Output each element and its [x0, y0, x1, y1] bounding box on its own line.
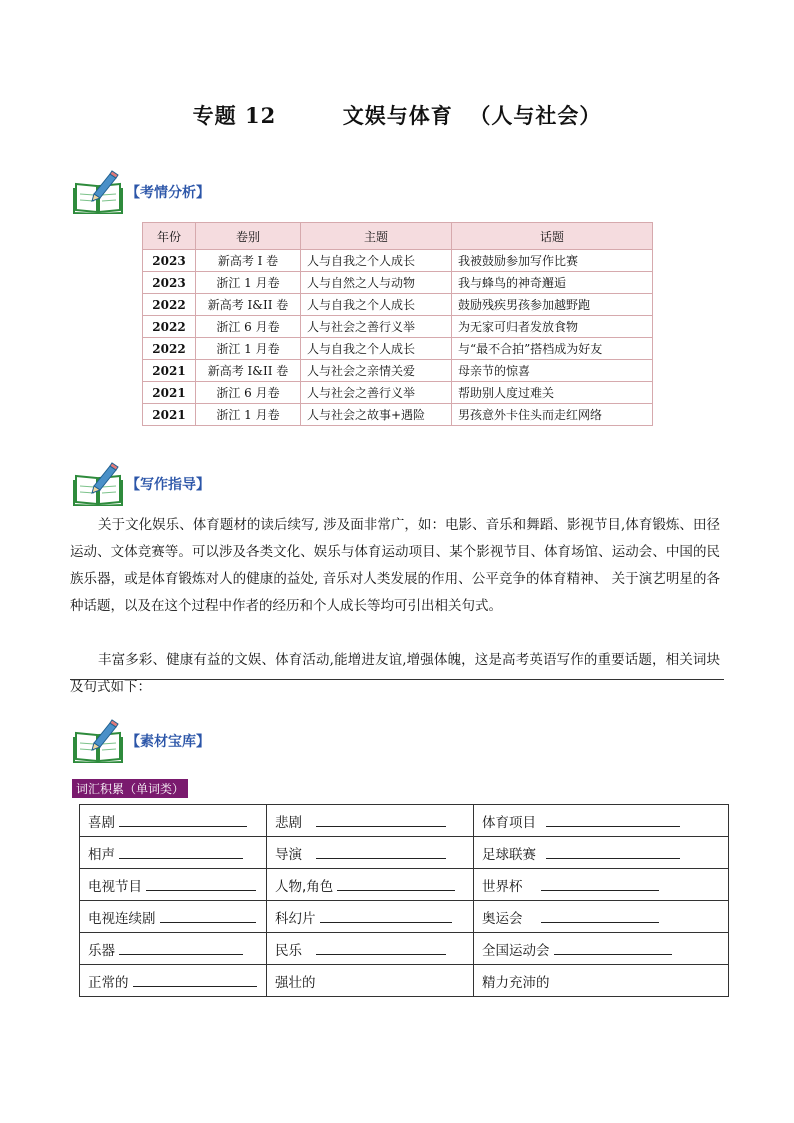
header-year: 年份 — [143, 223, 196, 250]
table-row — [143, 316, 653, 338]
table-row — [143, 250, 653, 272]
table-row — [143, 404, 653, 426]
section-heading-guide — [72, 462, 372, 506]
table-row — [80, 901, 729, 933]
table-row — [143, 338, 653, 360]
vocab-cell — [474, 805, 729, 837]
answer-blank[interactable] — [316, 942, 446, 955]
vocab-table — [79, 804, 729, 997]
header-topic: 话题 — [452, 223, 653, 250]
vocab-cell — [267, 869, 474, 901]
cell-topic: 我被鼓励参加写作比赛 — [452, 250, 653, 272]
vocab-term: 精力充沛的 — [482, 974, 550, 991]
vocab-term: 相声 — [88, 846, 115, 863]
cell-paper: 新高考 I&II 卷 — [196, 294, 301, 316]
answer-blank[interactable] — [320, 910, 452, 923]
vocab-category-tag: 词汇积累（单词类） — [72, 779, 188, 798]
cell-theme: 人与社会之善行义举 — [301, 316, 452, 338]
cell-year: 2023 — [143, 272, 196, 294]
header-theme: 主题 — [301, 223, 452, 250]
answer-blank[interactable] — [554, 942, 672, 955]
exam-analysis-table — [142, 222, 653, 426]
book-pencil-icon — [72, 462, 124, 506]
table-row — [80, 933, 729, 965]
vocab-cell — [80, 933, 267, 965]
answer-blank[interactable] — [119, 846, 243, 859]
table-row — [143, 294, 653, 316]
vocab-cell — [80, 837, 267, 869]
vocab-cell — [80, 805, 267, 837]
vocab-cell — [474, 901, 729, 933]
cell-paper: 新高考 I&II 卷 — [196, 360, 301, 382]
table-row — [143, 360, 653, 382]
vocab-term: 人物,角色 — [275, 878, 334, 895]
table-header-row — [143, 223, 653, 250]
cell-theme: 人与社会之故事+遇险 — [301, 404, 452, 426]
answer-blank[interactable] — [146, 878, 256, 891]
cell-topic: 母亲节的惊喜 — [452, 360, 653, 382]
vocab-cell — [80, 869, 267, 901]
page-title: 专题 12 文娱与体育 （人与社会） — [192, 103, 602, 128]
vocab-cell — [474, 869, 729, 901]
cell-theme: 人与社会之亲情关爱 — [301, 360, 452, 382]
vocab-cell — [80, 965, 267, 997]
cell-theme: 人与社会之善行义举 — [301, 382, 452, 404]
table-row — [80, 869, 729, 901]
cell-year: 2022 — [143, 294, 196, 316]
table-row — [143, 272, 653, 294]
vocab-term: 强壮的 — [275, 974, 316, 991]
cell-paper: 浙江 1 月卷 — [196, 338, 301, 360]
table-row — [80, 965, 729, 997]
guide-paragraph-2: 丰富多彩、健康有益的文娱、体育活动,能增进友谊,增强体魄，这是高考英语写作的重要话题，相关词块及句式如下： — [70, 652, 720, 695]
divider-line — [70, 679, 724, 680]
cell-topic: 鼓励残疾男孩参加越野跑 — [452, 294, 653, 316]
answer-blank[interactable] — [337, 878, 455, 891]
section-label-analysis: 【考情分析】 — [126, 185, 210, 201]
cell-paper: 浙江 1 月卷 — [196, 272, 301, 294]
vocab-cell — [267, 805, 474, 837]
vocab-cell — [474, 933, 729, 965]
cell-theme: 人与自我之个人成长 — [301, 250, 452, 272]
vocab-cell — [267, 933, 474, 965]
answer-blank[interactable] — [541, 910, 659, 923]
answer-blank[interactable] — [119, 942, 243, 955]
answer-blank[interactable] — [546, 846, 680, 859]
cell-topic: 为无家可归者发放食物 — [452, 316, 653, 338]
vocab-term: 电视节目 — [88, 878, 142, 895]
cell-paper: 浙江 6 月卷 — [196, 382, 301, 404]
vocab-cell — [474, 837, 729, 869]
cell-paper: 浙江 6 月卷 — [196, 316, 301, 338]
vocab-term: 乐器 — [88, 942, 115, 959]
cell-paper: 浙江 1 月卷 — [196, 404, 301, 426]
cell-theme: 人与自我之个人成长 — [301, 294, 452, 316]
vocab-cell — [474, 965, 729, 997]
cell-year: 2021 — [143, 404, 196, 426]
vocab-term: 科幻片 — [275, 910, 316, 927]
vocab-term: 悲剧 — [275, 814, 302, 831]
section-heading-analysis — [72, 170, 372, 214]
vocab-cell — [80, 901, 267, 933]
table-row — [143, 382, 653, 404]
header-paper: 卷别 — [196, 223, 301, 250]
section-heading-material — [72, 719, 372, 763]
vocab-cell — [267, 901, 474, 933]
section-label-guide: 【写作指导】 — [126, 477, 210, 493]
book-pencil-icon — [72, 170, 124, 214]
vocab-term: 电视连续剧 — [88, 910, 156, 927]
answer-blank[interactable] — [119, 814, 247, 827]
cell-year: 2021 — [143, 360, 196, 382]
vocab-term: 足球联赛 — [482, 846, 536, 863]
vocab-term: 奥运会 — [482, 910, 523, 927]
cell-theme: 人与自然之人与动物 — [301, 272, 452, 294]
cell-year: 2022 — [143, 338, 196, 360]
section-label-material: 【素材宝库】 — [126, 734, 210, 750]
cell-topic: 与“最不合拍”搭档成为好友 — [452, 338, 653, 360]
vocab-term: 喜剧 — [88, 814, 115, 831]
guide-paragraph-1: 关于文化娱乐、体育题材的读后续写, 涉及面非常广，如：电影、音乐和舞蹈、影视节目,体育锻炼、田径运动、文体竞赛等。可以涉及各类文化、娱乐与体育运动项目、某个影视节目、体育场馆、运动会、中国的民族乐器，或是体育锻炼对人的健康的益处, 音乐对人类发展的作用、公平竞争的体育精神、 关于演艺明星的各种话题，以及在这个过程中作者的经历和个人成长等均可引出相关句式。 — [70, 517, 720, 614]
vocab-cell — [267, 965, 474, 997]
answer-blank[interactable] — [546, 814, 680, 827]
answer-blank[interactable] — [541, 878, 659, 891]
cell-year: 2021 — [143, 382, 196, 404]
cell-topic: 我与蜂鸟的神奇邂逅 — [452, 272, 653, 294]
vocab-term: 导演 — [275, 846, 302, 863]
vocab-term: 体育项目 — [482, 814, 536, 831]
vocab-term: 正常的 — [88, 974, 129, 991]
cell-topic: 男孩意外卡住头而走红网络 — [452, 404, 653, 426]
cell-topic: 帮助别人度过难关 — [452, 382, 653, 404]
table-row — [80, 805, 729, 837]
vocab-term: 民乐 — [275, 942, 302, 959]
cell-year: 2022 — [143, 316, 196, 338]
answer-blank[interactable] — [133, 974, 257, 987]
answer-blank[interactable] — [316, 846, 446, 859]
vocab-cell — [267, 837, 474, 869]
answer-blank[interactable] — [316, 814, 446, 827]
cell-theme: 人与自我之个人成长 — [301, 338, 452, 360]
cell-year: 2023 — [143, 250, 196, 272]
vocab-term: 世界杯 — [482, 878, 523, 895]
vocab-term: 全国运动会 — [482, 942, 550, 959]
answer-blank[interactable] — [160, 910, 256, 923]
cell-paper: 新高考 I 卷 — [196, 250, 301, 272]
table-row — [80, 837, 729, 869]
book-pencil-icon — [72, 719, 124, 763]
